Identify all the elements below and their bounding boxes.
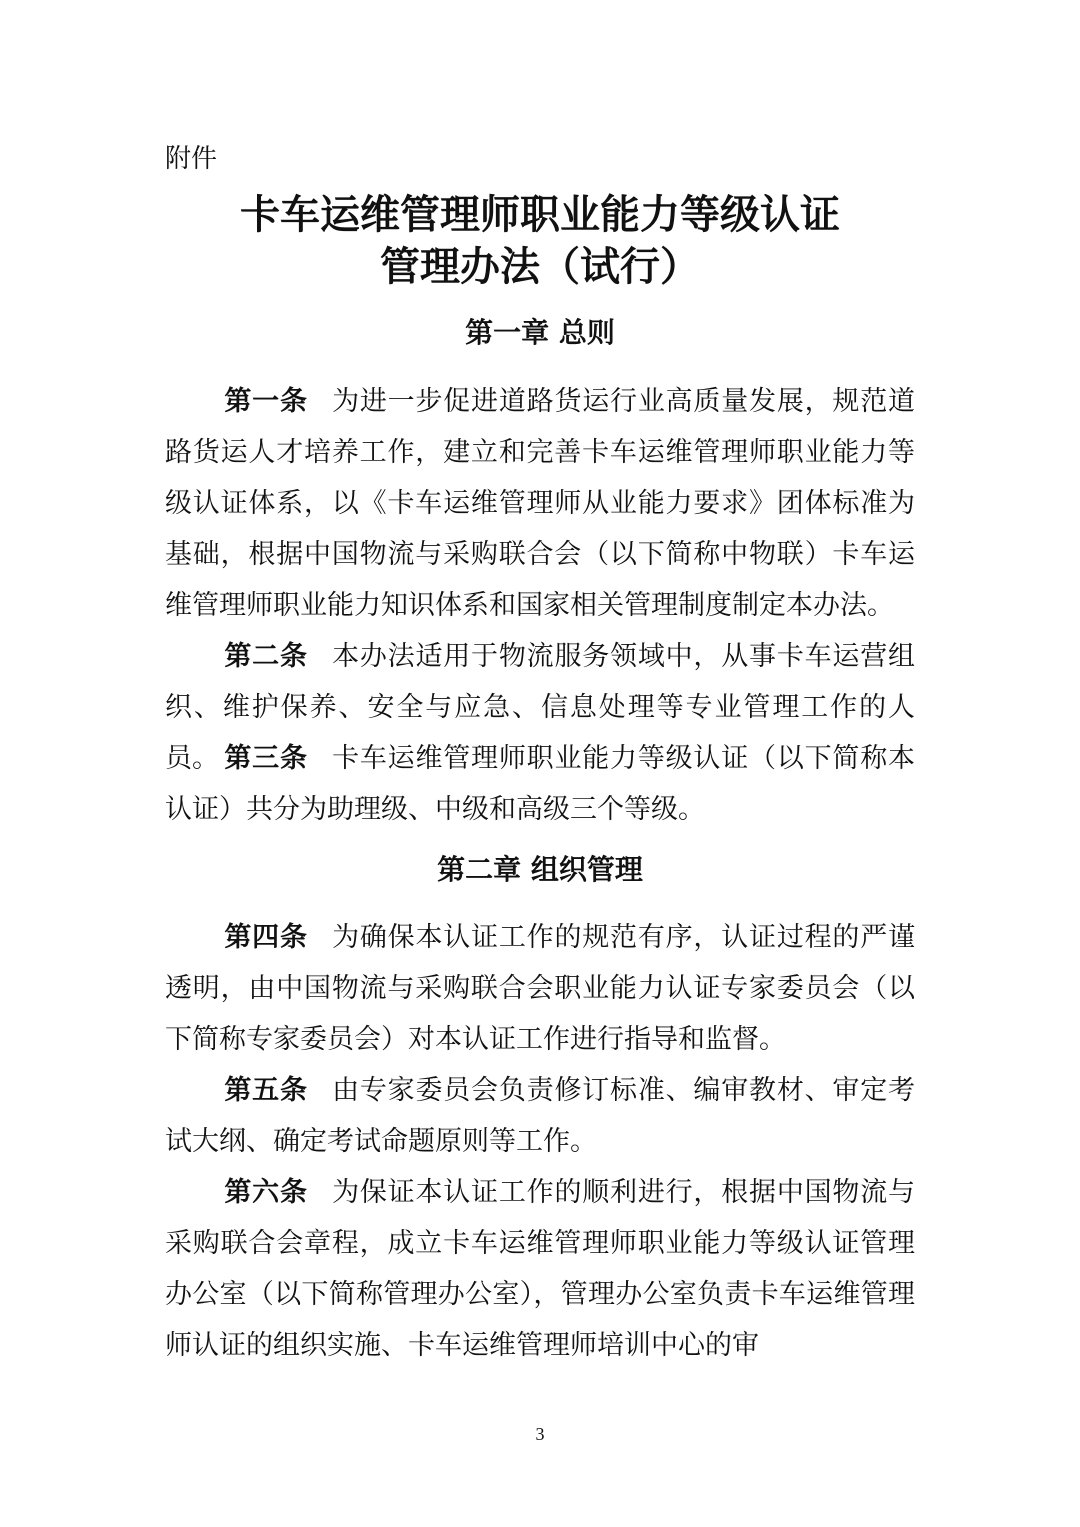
chapter-heading-2: 第二章 组织管理	[437, 853, 643, 886]
article-text: 为进一步促进道路货运行业高质量发展，规范道路货运人才培养工作，建立和完善卡车运维管理师职业能力等级认证体系，以《卡车运维管理师从业能力要求》团体标准为基础，根据中国物流与采购联合会（以下简称中物联）卡车运维管理师职业能力知识体系和国家相关管理制度制定本办法。	[165, 386, 916, 621]
article-5	[165, 1065, 915, 1167]
page-number: 3	[535, 1424, 545, 1444]
article-1	[165, 376, 915, 631]
article-label: 第二条	[224, 641, 308, 672]
article-3	[165, 733, 915, 835]
article-text: 本办法适用于物流服务领域中，从事卡车运营组织、维护保养、安全与应急、信息处理等专业管理工作的人员。	[165, 641, 916, 774]
chapter-heading-1: 第一章 总则	[465, 316, 615, 349]
article-text: 由专家委员会负责修订标准、编审教材、审定考试大纲、确定考试命题原则等工作。	[165, 1075, 916, 1157]
article-4	[165, 912, 915, 1065]
article-label: 第五条	[224, 1075, 308, 1106]
article-text: 为确保本认证工作的规范有序，认证过程的严谨透明，由中国物流与采购联合会职业能力认证专家委员会（以下简称专家委员会）对本认证工作进行指导和监督。	[165, 922, 916, 1055]
article-text: 为保证本认证工作的顺利进行，根据中国物流与采购联合会章程，成立卡车运维管理师职业能力等级认证管理办公室（以下简称管理办公室），管理办公室负责卡车运维管理师认证的组织实施、卡车运维管理师培训中心的审	[165, 1177, 916, 1361]
article-label: 第四条	[224, 922, 308, 953]
article-6	[165, 1167, 915, 1371]
article-text: 卡车运维管理师职业能力等级认证（以下简称本认证）共分为助理级、中级和高级三个等级。	[165, 743, 916, 825]
article-label: 第一条	[224, 386, 308, 417]
article-label: 第三条	[224, 743, 308, 774]
document-title-line-2: 管理办法（试行）	[380, 243, 700, 290]
article-label: 第六条	[224, 1177, 308, 1208]
attachment-label: 附件	[165, 144, 218, 174]
document-title-line-1: 卡车运维管理师职业能力等级认证	[240, 191, 840, 238]
